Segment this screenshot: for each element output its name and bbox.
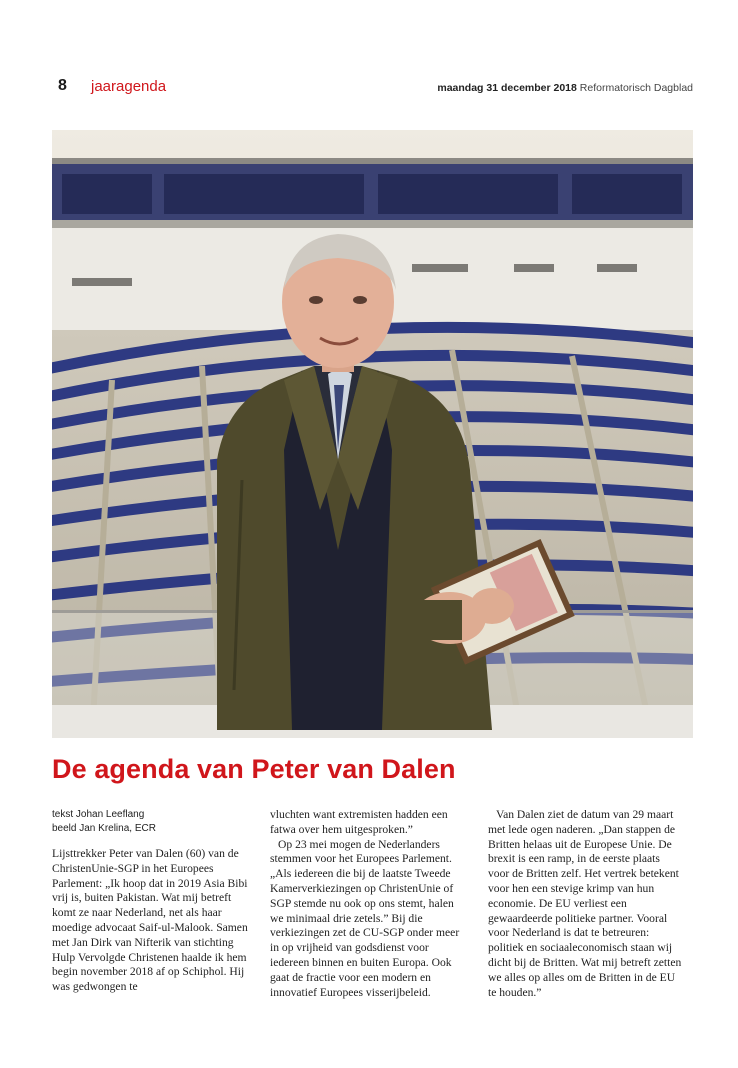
body-paragraph: Op 23 mei mogen de Nederlanders stemmen voor het Europees Parlement. „Als iedereen die bij de laatste Tweede Kamerverkiezingen op ChristenUnie of SGP stemde nu ook op ons stemt, halen we minimaal drie zetels.” Bij die verkiezingen zet de CU-SGP onder meer in op vrijheid van godsdienst voor iedereen binnen en buiten Europa. Ook gaat de fractie voor een modern en innovatief Europees visserijbeleid. [270, 837, 460, 999]
credit-photo: beeld Jan Krelina, ECR [52, 822, 156, 834]
header-dateline [437, 82, 693, 94]
section-name: jaaragenda [91, 78, 167, 95]
article-column-1 [52, 808, 248, 995]
body-paragraph: Van Dalen ziet de datum van 29 maart met lede ogen naderen. „Dan stappen de Britten helaas uit de Europese Unie. De brexit is een ramp, in de eerste plaats voor de Britten zelf. Het vertrek betekent voor hen een stevige krimp van hun economie. De EU verliest een gewaardeerde politieke partner. Vooral voor Nederland is dat te betreuren: politiek en sociaaleconomisch staan wij dicht bij de Britten. Wat mij betreft zetten we alles op alles om de Britten in de EU te houden.” [488, 808, 682, 999]
credit-text: tekst Johan Leeflang [52, 809, 145, 820]
body-paragraph: Lijsttrekker Peter van Dalen (60) van de ChristenUnie-SGP in het Europees Parlement: „Ik hoop dat in 2019 Asia Bibi vrij is, buiten Pakistan. Wat mij betreft komt ze naar Nederland, net als haar moedige advocaat Saif-ul-Malook. Samen met Jan Dirk van Nifterik van stichting Hulp Vervolgde Christenen haalde ik hem begin november 2018 af op Schiphol. Hij was gedwongen te [52, 847, 248, 994]
body-paragraph: vluchten want extremisten hadden een fatwa over hem uitgesproken.” [270, 808, 448, 836]
page-number: 8 [58, 77, 67, 94]
article-column-2 [270, 808, 466, 1000]
article-photo [52, 130, 693, 738]
issue-date: maandag 31 december 2018 [437, 82, 577, 94]
publication-name: Reformatorisch Dagblad [579, 82, 693, 94]
article-credits [52, 808, 248, 835]
article-headline: De agenda van Peter van Dalen [52, 754, 456, 784]
article-column-3 [488, 808, 684, 1000]
